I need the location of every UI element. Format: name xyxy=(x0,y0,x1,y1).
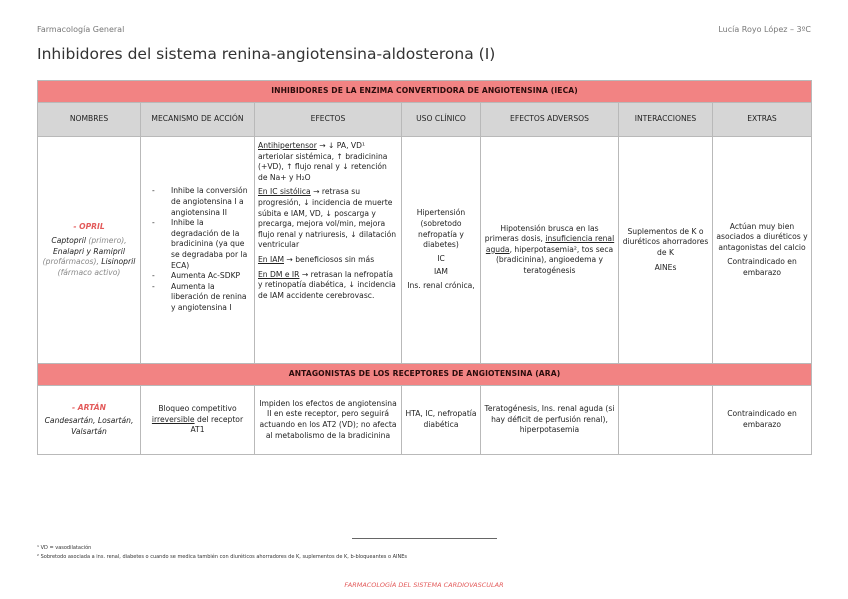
col-efectos-adversos: EFECTOS ADVERSOS xyxy=(481,103,619,137)
ara-names-cell xyxy=(38,386,141,455)
ara-mechanism-cell xyxy=(141,386,255,455)
ieca-mechanism-cell xyxy=(141,137,255,364)
header-author: Lucía Royo López – 3ºC xyxy=(718,25,811,34)
effect-text-iam: → beneficiosos sin más xyxy=(284,254,375,264)
ara-extras-cell: Contraindicado en embarazo xyxy=(713,386,812,455)
col-mecanismo: MECANISMO DE ACCIÓN xyxy=(141,103,255,137)
ieca-band: INHIBIDORES DE LA ENZIMA CONVERTIDORA DE ANGIOTENSINA (IECA) xyxy=(38,81,812,103)
ara-band: ANTAGONISTAS DE LOS RECEPTORES DE ANGIOTENSINA (ARA) xyxy=(38,364,812,386)
drug-captopril: Captopril xyxy=(51,236,86,246)
ara-row xyxy=(38,386,812,455)
ara-clinical-cell: HTA, IC, nefropatía diabética xyxy=(402,386,481,455)
adverse-text-b: , hiperpotasemia², tos seca (bradicinina), angioedema y teratogénesis xyxy=(495,244,614,275)
ieca-names-cell xyxy=(38,137,141,364)
drug-lisinopril-note: (fármaco activo) xyxy=(57,267,121,277)
page-footer: FARMACOLOGÍA DEL SISTEMA CARDIOVASCULAR xyxy=(344,581,504,589)
ara-interactions-cell xyxy=(619,386,713,455)
col-extras: EXTRAS xyxy=(713,103,812,137)
ara-adverse-cell: Teratogénesis, Ins. renal aguda (si hay déficit de perfusión renal), hiperpotasemia xyxy=(481,386,619,455)
drug-table xyxy=(37,80,812,455)
ara-drugs: Candesartán, Losartán, Valsartán xyxy=(44,416,134,436)
ieca-row xyxy=(38,137,812,364)
clinical-item: Ins. renal crónica, xyxy=(407,280,475,290)
mechanism-item: - Aumenta Ac-SDKP xyxy=(171,271,251,282)
drug-enalapril-ramipril: Enalapri y Ramipril xyxy=(53,246,125,256)
adverse-text-a: Hipotensión brusca en las primeras dosis, xyxy=(484,223,599,244)
clinical-item: IC xyxy=(437,253,445,263)
drug-captopril-note: (primero), xyxy=(85,236,127,246)
effect-text-ic: → retrasa su progresión, ↓ incidencia de muerte súbita e IAM, VD, ↓ poscarga y precarga, mejora vol/min, mejora flujo renal y natriuresis, ↓ dilatación ventricular xyxy=(258,187,397,250)
ara-suffix: - ARTÁN xyxy=(71,402,106,412)
effect-text-antihipertensor: → ↓ PA, VD¹ arteriolar sistémica, ↑ bradicinina (+VD), ↑ flujo renal y ↓ retención de Na+ y H₂O xyxy=(258,141,388,182)
ieca-suffix: - OPRIL xyxy=(73,221,105,231)
mechanism-item: - Aumenta la liberación de renina y angiotensina I xyxy=(171,282,251,314)
col-uso-clinico: USO CLÍNICO xyxy=(402,103,481,137)
header-subject: Farmacología General xyxy=(37,25,125,34)
footnote-1: ¹ VD = vasodilatación xyxy=(37,545,92,551)
ieca-clinical-cell xyxy=(402,137,481,364)
mechanism-list xyxy=(144,186,251,313)
effect-label-ic: En IC sistólica xyxy=(258,187,311,197)
ieca-extras-cell xyxy=(713,137,812,364)
ara-mech-a: Bloqueo competitivo xyxy=(158,404,237,414)
extras-item: Actúan muy bien asociados a diuréticos y antagonistas del calcio xyxy=(716,221,808,252)
mechanism-item: - Inhibe la degradación de la bradicinina (ya que se degradaba por la ECA) xyxy=(171,218,251,271)
drug-lisinopril: Lisinopril xyxy=(101,257,136,267)
drug-enalapril-note: (profármacos), xyxy=(42,257,99,267)
ieca-interactions-cell xyxy=(619,137,713,364)
interaction-item: Suplementos de K o diuréticos ahorradores de K xyxy=(622,226,709,257)
footnote-2: ² Sobretodo asociada a ins. renal, diabetes o cuando se medica también con diuréticos ahorradores de K, suplementos de K, b-bloqueantes o AINEs xyxy=(37,554,408,560)
ieca-adverse-cell xyxy=(481,137,619,364)
ieca-effects-cell xyxy=(255,137,402,364)
ara-mech-b: del receptor AT1 xyxy=(190,414,244,435)
col-nombres: NOMBRES xyxy=(38,103,141,137)
effect-label-iam: En IAM xyxy=(258,254,285,264)
page-title: Inhibidores del sistema renina-angiotensina-aldosterona (I) xyxy=(37,45,496,63)
interaction-item: AINEs xyxy=(654,262,677,272)
col-efectos: EFECTOS xyxy=(255,103,402,137)
ara-mech-underlined: irreversible xyxy=(151,414,195,424)
adverse-text-underlined: insuficiencia renal aguda xyxy=(485,234,615,254)
column-header-row xyxy=(38,103,812,137)
extras-item: Contraindicado en embarazo xyxy=(727,257,797,277)
clinical-item: Hipertensión (sobretodo nefropatía y diabetes) xyxy=(416,208,466,250)
mechanism-item: - Inhibe la conversión de angiotensina I a angiotensina II xyxy=(171,186,251,218)
ara-effects-cell: Impiden los efectos de angiotensina II en este receptor, pero seguirá actuando en los AT2 (VD); no afecta al metabolismo de la bradicinina xyxy=(255,386,402,455)
effect-text-dm-ir: → retrasan la nefropatía y retinopatía diabética, ↓ incidencia de IAM accidente cerebrovasc. xyxy=(258,269,396,300)
effect-label-dm-ir: En DM e IR xyxy=(258,269,300,279)
col-interacciones: INTERACCIONES xyxy=(619,103,713,137)
footnote-divider xyxy=(352,538,497,539)
effect-label-antihipertensor: Antihipertensor xyxy=(258,141,317,150)
clinical-item: IAM xyxy=(434,267,448,277)
